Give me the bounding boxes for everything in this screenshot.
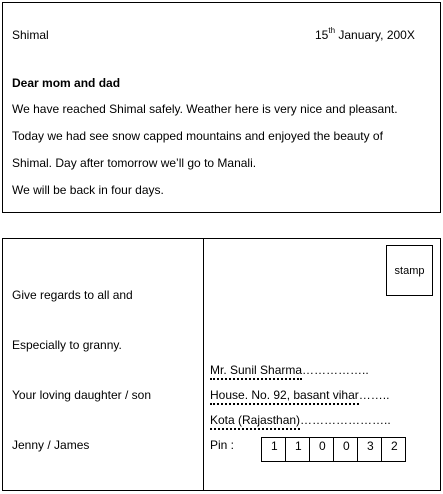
postcard-message-line-4: Jenny / James [12, 438, 90, 452]
letter-date: 15th January, 200X [315, 26, 415, 42]
letter-line-2: Today we had see snow capped mountains and enjoyed the beauty of [12, 129, 383, 143]
pin-digit: 0 [334, 438, 358, 461]
letter-line-1: We have reached Shimal safely. Weather here is very nice and pleasant. [12, 102, 398, 116]
pin-digit: 2 [382, 438, 406, 461]
letter-box [2, 2, 441, 213]
pin-digit: 3 [358, 438, 382, 461]
letter-line-4: We will be back in four days. [12, 183, 164, 197]
stamp-box [386, 245, 433, 296]
postcard-box [2, 238, 441, 491]
pin-digit: 0 [310, 438, 334, 461]
pin-digit: 1 [286, 438, 310, 461]
letter-place: Shimal [12, 28, 49, 42]
letter-line-3: Shimal. Day after tomorrow we’ll go to Manali. [12, 156, 257, 170]
pin-digit: 1 [262, 438, 286, 461]
postcard-divider [203, 239, 204, 490]
letter-salutation: Dear mom and dad [12, 76, 121, 90]
postcard-message-line-1: Give regards to all and [12, 288, 133, 302]
address-name: Mr. Sunil Sharma…………….. [210, 363, 369, 377]
pin-code-boxes [261, 437, 406, 462]
stamp-label: stamp [394, 264, 425, 277]
address-line-2: Kota (Rajasthan)………………….. [210, 413, 391, 427]
pin-label: Pin : [210, 438, 235, 452]
address-line-1: House. No. 92, basant vihar…….. [210, 388, 389, 402]
postcard-message-line-3: Your loving daughter / son [12, 388, 151, 402]
postcard-message-line-2: Especially to granny. [12, 338, 122, 352]
